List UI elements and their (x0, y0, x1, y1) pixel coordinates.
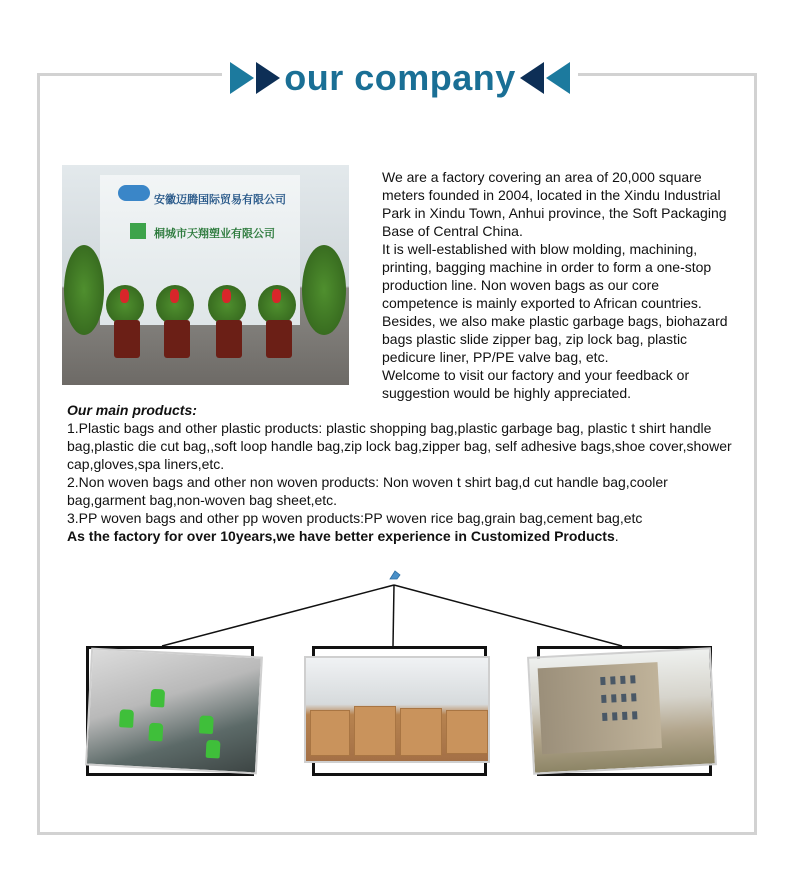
page-title: our company (284, 57, 516, 98)
building-window (632, 711, 637, 719)
building-window (611, 694, 616, 702)
factory-building (538, 662, 662, 754)
building-window (631, 693, 636, 701)
office-sign: 桐城市天翔塑业有限公司 (154, 228, 275, 240)
worker-figure (148, 723, 163, 742)
worker-figure (119, 709, 134, 728)
closing-text: As the factory for over 10years,we have better experience in Customized Products (67, 528, 615, 544)
worker-figure (199, 715, 214, 734)
building-window (630, 675, 635, 683)
carton-stack (400, 708, 442, 756)
intro-paragraph: We are a factory covering an area of 20,000 square meters founded in 2004, located in the Xindu Industrial Park in Xindu Town, Anhui province, the Soft Packaging Base of Central China. (382, 169, 727, 239)
connector-line (394, 585, 622, 646)
carton-stack (354, 706, 396, 756)
building-window (610, 676, 615, 684)
factory-building-photo (527, 647, 717, 774)
intro-paragraph: It is well-established with blow molding, machining, printing, bagging machine in order to form a one-stop production line. Non woven bags as our core competence is mainly exported to African countries. Besides, we also make plastic garbage bags, biohazard bags plastic slide zipper bag, zip lock bag, plastic pedicure liner, PP/PE valve bag, etc. (382, 241, 728, 365)
carton-stack (446, 710, 488, 754)
worker-figure (206, 740, 221, 759)
carton-stack (310, 710, 350, 756)
product-item: 2.Non woven bags and other non woven products: Non woven t shirt bag,d cut handle bag,cooler bag,garment bag,non-woven bag sheet,etc. (67, 474, 668, 508)
worker-figure (150, 689, 165, 708)
building-window (602, 713, 607, 721)
office-sign: 安徽迈腾国际贸易有限公司 (154, 194, 286, 206)
connector-line (393, 585, 394, 646)
pin-icon (388, 569, 402, 581)
warehouse-photo (304, 656, 490, 763)
building-window (600, 677, 605, 685)
workshop-photo (85, 648, 263, 775)
building-window (620, 676, 625, 684)
products-heading: Our main products: (67, 402, 197, 418)
building-window (612, 712, 617, 720)
product-item: 3.PP woven bags and other pp woven products:PP woven rice bag,grain bag,cement bag,etc (67, 510, 643, 526)
intro-paragraph: Welcome to visit our factory and your feedback or suggestion would be highly appreciated. (382, 367, 690, 401)
building-window (621, 694, 626, 702)
building-window (622, 712, 627, 720)
connector-line (162, 585, 394, 646)
closing-period: . (614, 528, 619, 544)
building-window (601, 695, 606, 703)
product-item: 1.Plastic bags and other plastic products: plastic shopping bag,plastic garbage bag, plastic t shirt handle bag,plastic die cut bag,,soft loop handle bag,zip lock bag,zipper bag, self adhesive bags,shoe cover,shower cap,gloves,spa liners,etc. (67, 420, 732, 472)
